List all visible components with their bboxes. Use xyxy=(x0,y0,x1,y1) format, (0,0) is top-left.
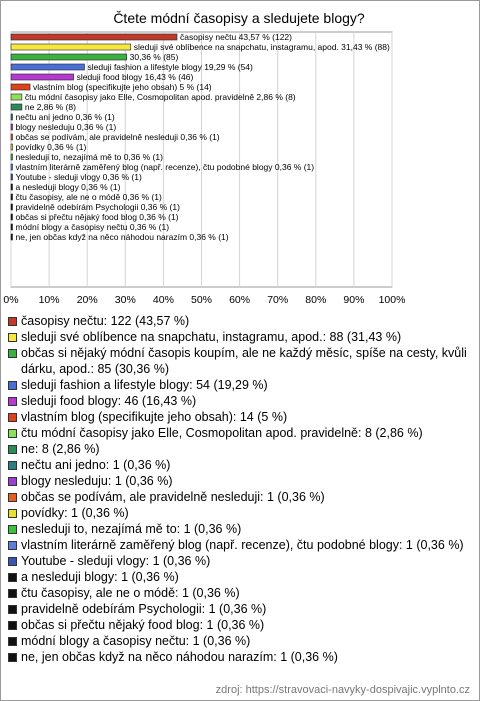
legend-item xyxy=(8,377,470,393)
legend-swatch xyxy=(8,333,17,342)
legend-label: vlastním literárně zaměřený blog (např. recenze), čtu podobné blogy: 1 (0,36 %) xyxy=(21,538,464,552)
legend-label: časopisy nečtu: 122 (43,57 %) xyxy=(21,314,190,328)
legend-swatch xyxy=(8,605,17,614)
bar xyxy=(11,44,131,50)
x-tick-label: 100% xyxy=(378,294,406,306)
bar-label: čtu časopisy, ale ne o módě 0,36 % (1) xyxy=(15,192,162,202)
bar xyxy=(11,104,22,110)
legend-item xyxy=(8,409,470,425)
legend-swatch xyxy=(8,493,17,502)
legend-item xyxy=(8,345,470,377)
x-tick-label: 20% xyxy=(76,294,98,306)
legend-label: pravidelně odebírám Psychologii: 1 (0,36 %) xyxy=(21,602,267,616)
legend-swatch xyxy=(8,349,17,358)
legend-item xyxy=(8,521,470,537)
bar-label: sleduji food blogy 16,43 % (46) xyxy=(76,72,194,82)
bar xyxy=(11,204,13,210)
legend-swatch xyxy=(8,429,17,438)
bar xyxy=(11,174,13,180)
legend-label: blogy nesleduju: 1 (0,36 %) xyxy=(21,474,173,488)
legend-label: vlastním blog (specifikujte jeho obsah): 14 (5 %) xyxy=(21,410,288,424)
legend-label: sleduji fashion a lifestyle blogy: 54 (19,29 %) xyxy=(21,378,268,392)
legend-swatch xyxy=(8,413,17,422)
source-note: zdroj: https://stravovaci-navyky-dospivajic.vyplnto.cz xyxy=(215,684,470,696)
bar-label: časopisy nečtu 43,57 % (122) xyxy=(180,32,292,42)
bar-label: vlastním blog (specifikujte jeho obsah) 5 % (14) xyxy=(33,82,212,92)
legend-swatch xyxy=(8,589,17,598)
legend-swatch xyxy=(8,637,17,646)
x-tick-label: 70% xyxy=(267,294,289,306)
legend-item xyxy=(8,489,470,505)
legend-item xyxy=(8,585,470,601)
bar xyxy=(11,144,13,150)
legend-swatch xyxy=(8,557,17,566)
legend-swatch xyxy=(8,525,17,534)
bar-label: blogy nesleduju 0,36 % (1) xyxy=(15,122,117,132)
bar xyxy=(11,194,13,200)
legend-item xyxy=(8,441,470,457)
legend-label: občas se podívám, ale pravidelně nesleduji: 1 (0,36 %) xyxy=(21,490,325,504)
legend-item xyxy=(8,425,470,441)
bar xyxy=(11,54,127,60)
legend-label: Youtube - sleduji vlogy: 1 (0,36 %) xyxy=(21,554,211,568)
legend-label: ne, jen občas když na něco náhodou narazím: 1 (0,36 %) xyxy=(21,650,338,664)
bar-label: občas si přečtu nějaký food blog 0,36 % (1) xyxy=(15,212,179,222)
bar xyxy=(11,224,13,230)
bar-label: povídky 0,36 % (1) xyxy=(15,142,87,152)
bar xyxy=(11,164,13,170)
legend-label: sleduji své oblíbence na snapchatu, instagramu, apod.: 88 (31,43 %) xyxy=(21,330,402,344)
chart-title: Čtete módní časopisy a sledujete blogy? xyxy=(113,10,365,26)
bar xyxy=(11,94,22,100)
legend-item xyxy=(8,649,470,665)
legend-swatch xyxy=(8,541,17,550)
bar xyxy=(11,134,13,140)
x-tick-label: 30% xyxy=(114,294,136,306)
legend-label: občas si přečtu nějaký food blog: 1 (0,36 %) xyxy=(21,618,265,632)
legend-swatch xyxy=(8,397,17,406)
legend-swatch xyxy=(8,445,17,454)
legend-label: čtu módní časopisy jako Elle, Cosmopolitan apod. pravidelně: 8 (2,86 %) xyxy=(21,426,423,440)
bar-label: čtu módní časopisy jako Elle, Cosmopolitan apod. pravidelně 2,86 % (8) xyxy=(24,92,296,102)
legend-label: nečtu ani jedno: 1 (0,36 %) xyxy=(21,458,171,472)
bar-label: sleduji své oblíbence na snapchatu, instagramu, apod. 31,43 % (88) xyxy=(133,42,390,52)
bar xyxy=(11,114,13,120)
legend-swatch xyxy=(8,381,17,390)
x-tick-label: 60% xyxy=(229,294,251,306)
legend-swatch xyxy=(8,509,17,518)
bar xyxy=(11,154,13,160)
legend-item xyxy=(8,617,470,633)
x-tick-label: 10% xyxy=(38,294,60,306)
bar-chart xyxy=(0,0,480,312)
legend-label: nesleduji to, nezajímá mě to: 1 (0,36 %) xyxy=(21,522,242,536)
legend-item xyxy=(8,329,470,345)
bar-label: nečtu ani jedno 0,36 % (1) xyxy=(15,112,115,122)
bar-label: ne 2,86 % (8) xyxy=(24,102,76,112)
bar xyxy=(11,84,30,90)
legend-swatch xyxy=(8,461,17,470)
bar-label: nesleduji to, nezajímá mě to 0,36 % (1) xyxy=(15,152,163,162)
legend-label: ne: 8 (2,86 %) xyxy=(21,442,100,456)
legend-item xyxy=(8,633,470,649)
legend-swatch xyxy=(8,573,17,582)
legend-item xyxy=(8,569,470,585)
bar-label: módní blogy a časopisy nečtu 0,36 % (1) xyxy=(15,222,170,232)
legend-label: občas si nějaký módní časopis koupím, ale ne každý měsíc, spíše na cesty, kvůli dárku, apod.: 85 (30,36 %) xyxy=(21,346,467,376)
bar xyxy=(11,214,13,220)
legend-swatch xyxy=(8,621,17,630)
legend-label: povídky: 1 (0,36 %) xyxy=(21,506,129,520)
chart-legend xyxy=(8,313,470,665)
legend-label: a nesleduji blogy: 1 (0,36 %) xyxy=(21,570,179,584)
x-tick-label: 50% xyxy=(190,294,213,306)
bar-label: a nesleduji blogy 0,36 % (1) xyxy=(15,182,121,192)
legend-item xyxy=(8,313,470,329)
bar-label: pravidelně odebírám Psychologii 0,36 % (1) xyxy=(15,202,180,212)
bar xyxy=(11,34,177,40)
bar xyxy=(11,234,13,240)
legend-label: čtu časopisy, ale ne o módě: 1 (0,36 %) xyxy=(21,586,240,600)
bar-label: vlastním literárně zaměřený blog (např. recenze), čtu podobné blogy 0,36 % (1) xyxy=(15,162,315,172)
bar-label: 30,36 % (85) xyxy=(129,52,179,62)
bar xyxy=(11,64,84,70)
bar xyxy=(11,124,13,130)
legend-item xyxy=(8,457,470,473)
x-tick-label: 80% xyxy=(305,294,327,306)
bar-label: občas se podívám, ale pravidelně nesleduji 0,36 % (1) xyxy=(15,132,220,142)
x-tick-label: 90% xyxy=(343,294,365,306)
legend-item xyxy=(8,601,470,617)
x-tick-label: 40% xyxy=(152,294,174,306)
legend-item xyxy=(8,537,470,553)
legend-item xyxy=(8,473,470,489)
legend-item xyxy=(8,505,470,521)
legend-label: sleduji food blogy: 46 (16,43 %) xyxy=(21,394,197,408)
legend-swatch xyxy=(8,477,17,486)
legend-swatch xyxy=(8,653,17,662)
legend-label: módní blogy a časopisy nečtu: 1 (0,36 %) xyxy=(21,634,251,648)
legend-item xyxy=(8,553,470,569)
bar xyxy=(11,184,13,190)
bar-label: Youtube - sleduji vlogy 0,36 % (1) xyxy=(15,172,142,182)
bar-label: ne, jen občas když na něco náhodou narazím 0,36 % (1) xyxy=(15,232,229,242)
legend-item xyxy=(8,393,470,409)
x-tick-label: 0% xyxy=(3,294,19,306)
bar-label: sleduji fashion a lifestyle blogy 19,29 % (54) xyxy=(87,62,253,72)
legend-swatch xyxy=(8,317,17,326)
bar xyxy=(11,74,74,80)
